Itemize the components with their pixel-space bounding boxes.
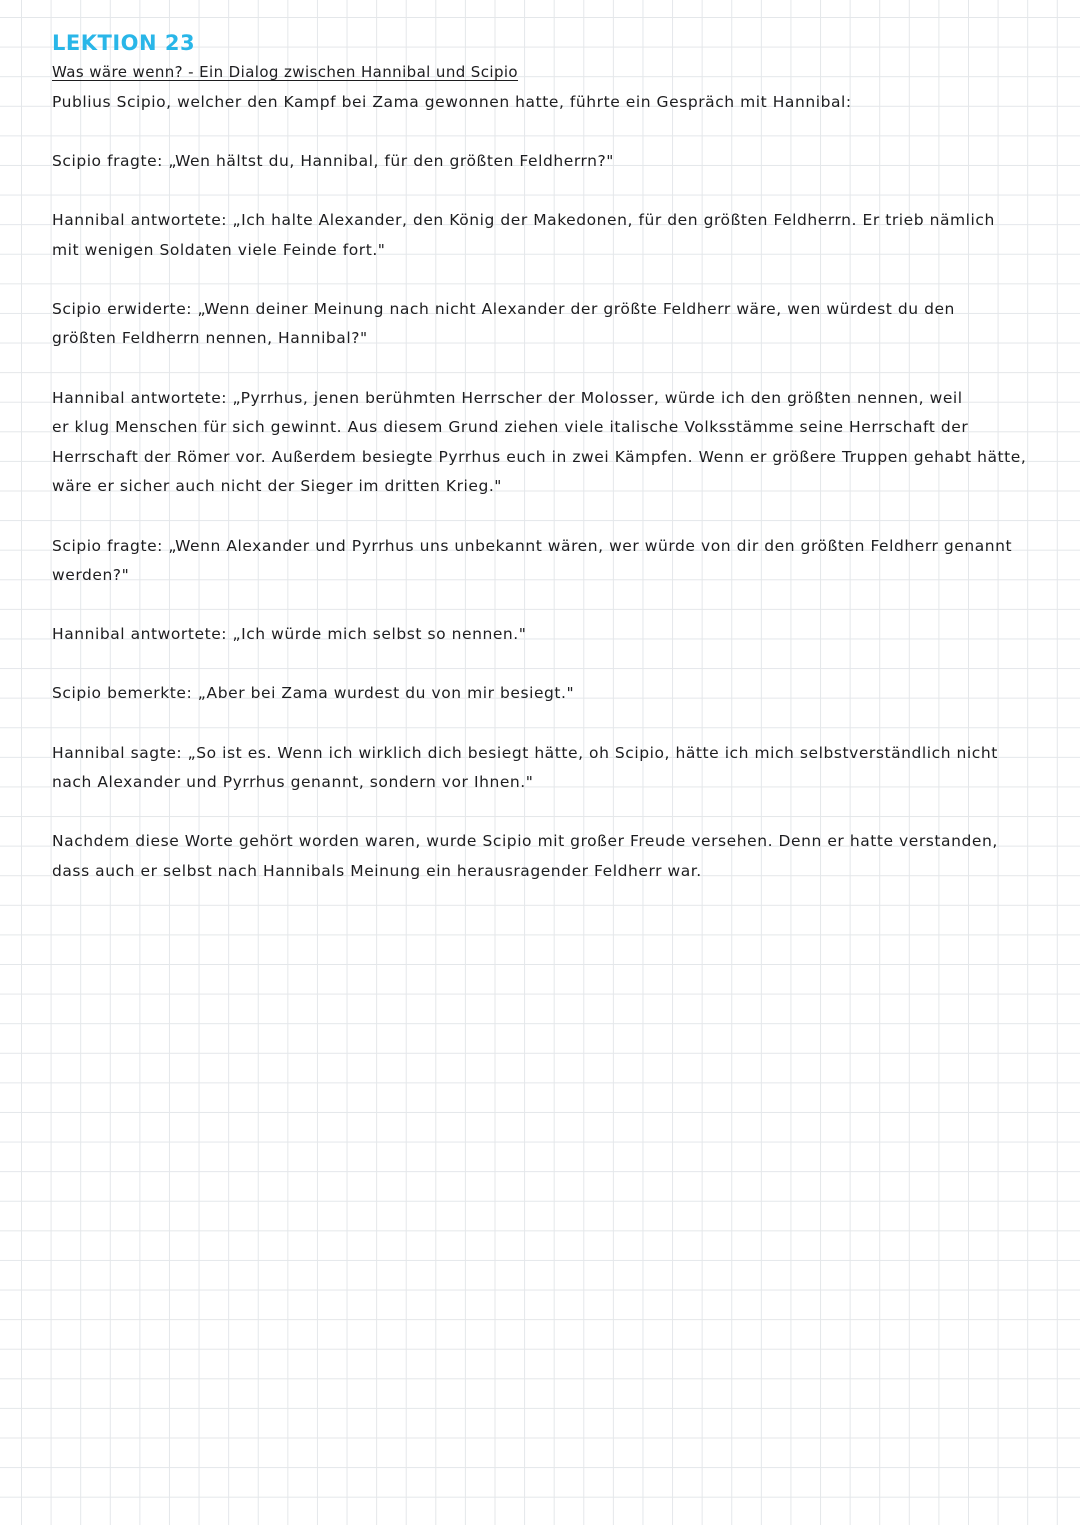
text-line: Hannibal sagte: „So ist es. Wenn ich wirklich dich besiegt hätte, oh Scipio, hätte ich mich selbstverständlich nicht	[52, 743, 998, 762]
text-line: werden?"	[52, 566, 130, 585]
text-line: Hannibal antwortete: „Ich würde mich selbst so nennen."	[52, 625, 527, 644]
dialog-paragraph	[52, 147, 1037, 177]
text-line: Nachdem diese Worte gehört worden waren, wurde Scipio mit großer Freude versehen. Denn er hatte verstanden,	[52, 832, 998, 851]
dialog-paragraph	[52, 620, 1037, 650]
text-line: mit wenigen Soldaten viele Feinde fort."	[52, 240, 386, 259]
text-line: Hannibal antwortete: „Pyrrhus, jenen berühmten Herrscher der Molosser, würde ich den größten nennen, weil	[52, 388, 963, 407]
text-line: Scipio bemerkte: „Aber bei Zama wurdest du von mir besiegt."	[52, 684, 575, 703]
text-line: er klug Menschen für sich gewinnt. Aus diesem Grund ziehen viele italische Volksstämme seine Herrschaft der	[52, 418, 969, 437]
dialog-paragraph	[52, 295, 1037, 354]
closing-paragraph	[52, 827, 1037, 886]
text-line: Hannibal antwortete: „Ich halte Alexander, den König der Makedonen, für den größten Feldherrn. Er trieb nämlich	[52, 210, 995, 229]
dialog-paragraph	[52, 679, 1037, 709]
dialog-paragraph	[52, 532, 1037, 591]
text-line: nach Alexander und Pyrrhus genannt, sondern vor Ihnen."	[52, 773, 534, 792]
dialog-paragraph	[52, 739, 1037, 798]
text-line: Scipio fragte: „Wenn Alexander und Pyrrhus uns unbekannt wären, wer würde von dir den größten Feldherr genannt	[52, 536, 1013, 555]
lesson-title: LEKTION 23	[52, 31, 196, 55]
text-line: wäre er sicher auch nicht der Sieger im dritten Krieg."	[52, 477, 502, 496]
text-line: größten Feldherrn nennen, Hannibal?"	[52, 329, 368, 348]
dialog-paragraph	[52, 384, 1037, 502]
note-page	[52, 28, 1037, 887]
dialog-paragraph	[52, 206, 1037, 265]
lesson-subtitle	[52, 58, 1037, 88]
text-line: Scipio fragte: „Wen hältst du, Hannibal, für den größten Feldherrn?"	[52, 151, 614, 170]
text-line: dass auch er selbst nach Hannibals Meinung ein herausragender Feldherr war.	[52, 862, 702, 881]
intro-paragraph	[52, 88, 1037, 118]
lesson-subtitle-text: Was wäre wenn? - Ein Dialog zwischen Hannibal und Scipio	[52, 63, 519, 81]
text-line: Herrschaft der Römer vor. Außerdem besiegte Pyrrhus euch in zwei Kämpfen. Wenn er größere Truppen gehabt hätte,	[52, 447, 1027, 466]
text-line: Publius Scipio, welcher den Kampf bei Zama gewonnen hatte, führte ein Gespräch mit Hannibal:	[52, 92, 852, 111]
text-line: Scipio erwiderte: „Wenn deiner Meinung nach nicht Alexander der größte Feldherr wäre, wen würdest du den	[52, 299, 955, 318]
